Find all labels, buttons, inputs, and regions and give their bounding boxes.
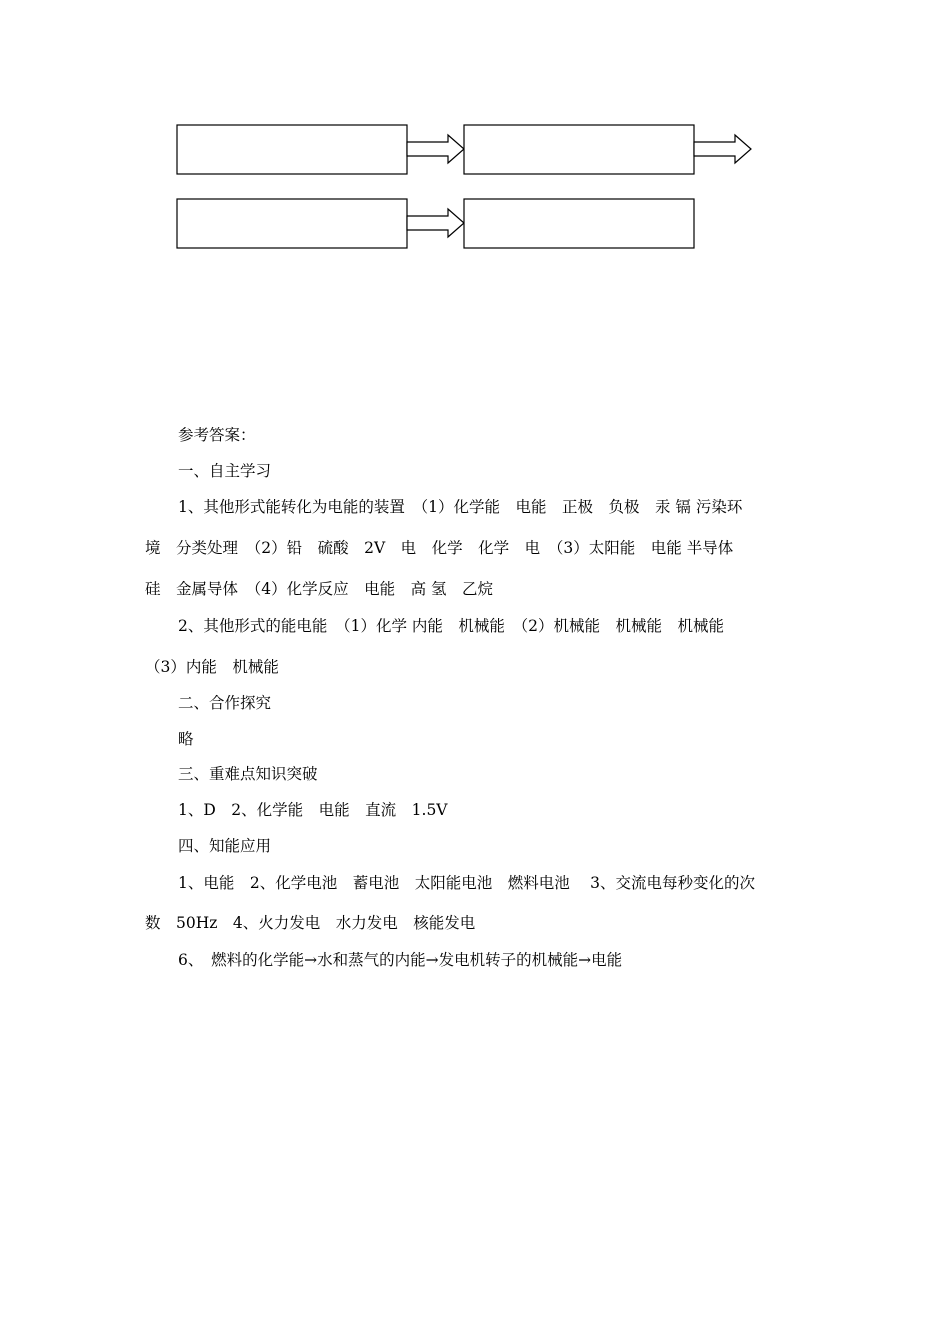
s1-q1-line-3: 硅 金属导体 （4）化学反应 电能 高 氢 乙烷 <box>145 580 494 598</box>
section-2-body: 略 <box>178 730 194 748</box>
section-3-body: 1、D 2、化学能 电能 直流 1.5V <box>178 801 448 819</box>
section-3-heading: 三、重难点知识突破 <box>178 765 318 783</box>
s4-line-1: 1、电能 2、化学电池 蓄电池 太阳能电池 燃料电池 3、交流电每秒变化的次 <box>178 874 756 892</box>
section-4-heading: 四、知能应用 <box>178 837 272 855</box>
s1-q1-line-1: 1、其他形式能转化为电能的装置 （1）化学能 电能 正极 负极 汞 镉 污染环 <box>178 498 743 516</box>
s1-q2-line-2: （3）内能 机械能 <box>145 658 279 676</box>
s4-line-3: 6、 燃料的化学能→水和蒸气的内能→发电机转子的机械能→电能 <box>178 951 623 969</box>
answers-title: 参考答案： <box>178 426 256 444</box>
section-1-heading: 一、自主学习 <box>178 462 272 480</box>
s1-q1-line-2: 境 分类处理 （2）铅 硫酸 2V 电 化学 化学 电 （3）太阳能 电能 半导体 <box>145 539 734 557</box>
section-2-heading: 二、合作探究 <box>178 694 272 712</box>
s4-line-2: 数 50Hz 4、火力发电 水力发电 核能发电 <box>145 914 476 932</box>
s1-q2-line-1: 2、其他形式的能电能 （1）化学 内能 机械能 （2）机械能 机械能 机械能 <box>178 617 725 635</box>
